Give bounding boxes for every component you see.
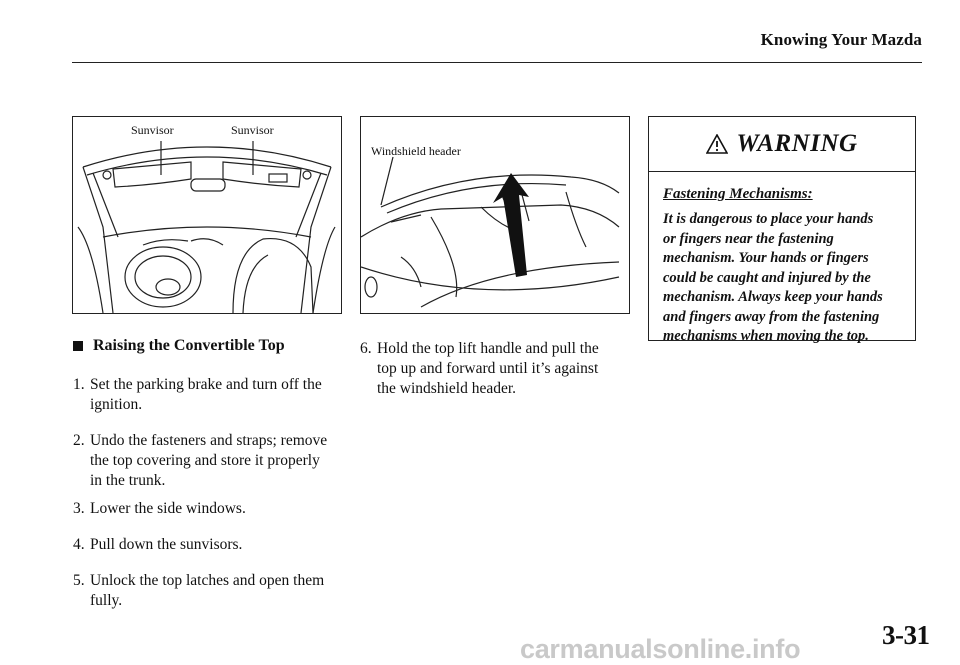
step-item	[73, 535, 353, 555]
warning-text	[663, 210, 901, 347]
step-number: 1.	[73, 376, 85, 393]
sunvisor-label-right: Sunvisor	[231, 123, 274, 137]
step-line: top up and forward until it’s against	[377, 360, 599, 377]
step-line: Lower the side windows.	[90, 500, 246, 517]
warning-line: or fingers near the fastening	[663, 230, 834, 247]
step-line: fully.	[90, 592, 123, 609]
step-line: the top covering and store it properly	[90, 452, 320, 469]
windshield-header-label: Windshield header	[371, 144, 461, 158]
step-item	[73, 571, 353, 611]
step-item	[73, 431, 353, 491]
warning-line: It is dangerous to place your hands	[663, 211, 874, 227]
step-number: 5.	[73, 572, 85, 589]
step-number: 3.	[73, 500, 85, 517]
warning-line: mechanism. Your hands or fingers	[663, 250, 869, 266]
warning-box	[648, 116, 916, 344]
warning-header	[649, 117, 915, 172]
warning-subtitle: Fastening Mechanisms:	[663, 186, 813, 202]
running-header: Knowing Your Mazda	[760, 30, 922, 49]
watermark: carmanualsonline.info	[520, 634, 801, 664]
warning-line: mechanism. Always keep your hands	[663, 289, 883, 305]
sunvisor-label-left: Sunvisor	[131, 123, 174, 137]
warning-triangle-icon	[706, 134, 728, 154]
warning-line: and fingers away from the fastening	[663, 308, 880, 325]
section-heading-text: Raising the Convertible Top	[93, 337, 285, 354]
step-item	[73, 499, 353, 519]
warning-title: WARNING	[736, 130, 858, 157]
step-number: 2.	[73, 432, 85, 449]
header-rule	[72, 62, 922, 63]
warning-line: mechanisms when moving the top.	[663, 328, 869, 344]
step-item	[73, 375, 353, 415]
step-item	[360, 339, 640, 399]
page-number: 3-31	[882, 620, 930, 650]
step-number: 6.	[360, 340, 372, 357]
section-heading	[73, 337, 285, 355]
step-line: Set the parking brake and turn off the	[90, 376, 322, 393]
square-bullet-icon	[73, 341, 83, 351]
figure-windshield-header	[360, 116, 630, 314]
warning-line: could be caught and injured by the	[663, 269, 871, 286]
step-line: ignition.	[90, 396, 143, 413]
step-line: in the trunk.	[90, 472, 166, 489]
step-line: Undo the fasteners and straps; remove	[90, 432, 328, 449]
step-line: the windshield header.	[377, 380, 517, 397]
figure-sunvisors	[72, 116, 342, 314]
step-line: Unlock the top latches and open them	[90, 572, 325, 589]
step-number: 4.	[73, 536, 85, 553]
step-line: Pull down the sunvisors.	[90, 536, 243, 553]
step-line: Hold the top lift handle and pull the	[377, 340, 599, 357]
